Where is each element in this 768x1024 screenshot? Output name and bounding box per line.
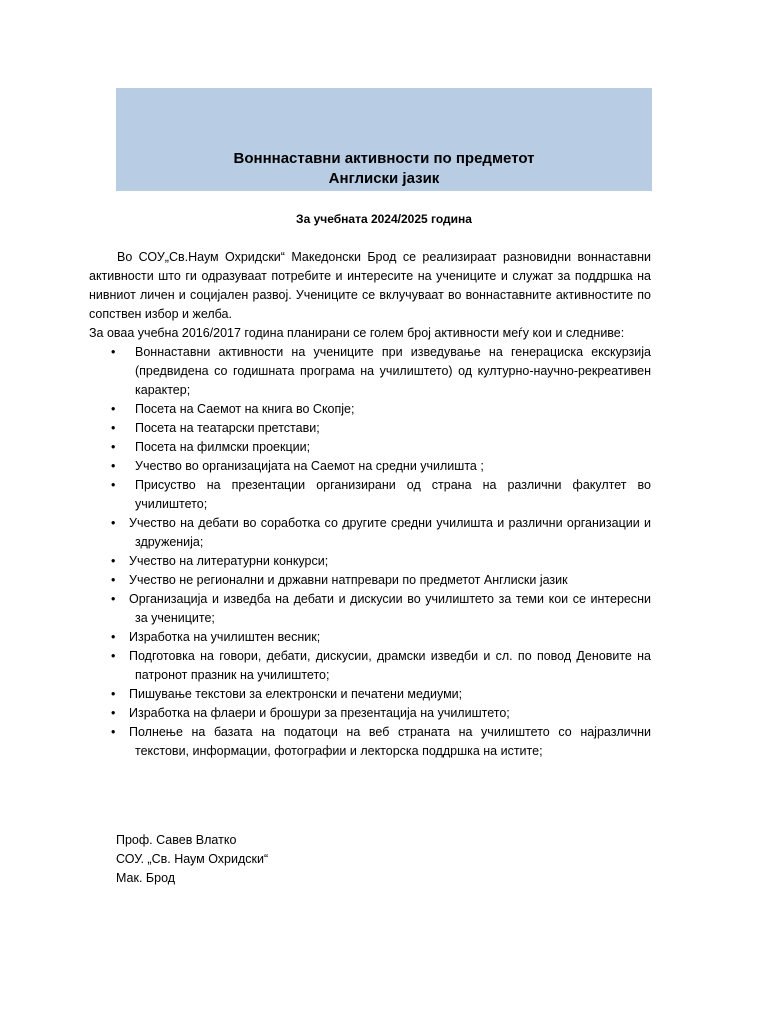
title-line-2: Англиски јазик bbox=[328, 170, 440, 187]
bullet-icon: • bbox=[111, 459, 116, 473]
author-name: Проф. Савев Влатко bbox=[116, 833, 237, 847]
list-item: • Подготовка на говори, дебати, дискусии, драмски изведби и сл. по повод Деновите на патронот празник на училиштето; bbox=[111, 649, 651, 682]
list-item: • Изработка на училиштен весник; bbox=[89, 628, 651, 647]
intro-paragraph: Во СОУ„Св.Наум Охридски“ Македонски Брод се реализираат разновидни воннаставни активности што ги одразуваат потребите и интересите на учениците и служат за поддршка на нивниот личен и социјален развој. Учениците се вклучуваат во воннаставните активностите по сопствен избор и желба. bbox=[89, 250, 651, 321]
bullet-icon: • bbox=[111, 573, 116, 587]
bullet-icon: • bbox=[111, 687, 116, 701]
list-item: • Учество не регионални и државни натпревари по предметот Англиски јазик bbox=[89, 571, 651, 590]
bullet-icon: • bbox=[111, 554, 116, 568]
list-item: • Присуство на презентации организирани од страна на различни факултет во училиштето; bbox=[111, 478, 651, 511]
bullet-icon: • bbox=[111, 478, 116, 492]
bullet-icon: • bbox=[111, 649, 116, 663]
document-body bbox=[89, 248, 651, 761]
bullet-icon: • bbox=[111, 516, 116, 530]
bullet-icon: • bbox=[111, 402, 116, 416]
activities-list bbox=[89, 343, 651, 761]
list-item: • Посета на театарски претстави; bbox=[89, 419, 651, 438]
school-year-subtitle: За учебната 2024/2025 година bbox=[296, 212, 472, 226]
list-item: • Учество на дебати во соработка со другите средни училишта и различни организации и здруженија; bbox=[111, 516, 651, 549]
plan-paragraph: За оваа учебна 2016/2017 година планирани се голем број активности меѓу кои и следниве: bbox=[89, 326, 625, 340]
list-item: • Полнење на базата на податоци на веб страната на училиштето со најразлични текстови, информации, фотографии и лекторска поддршка на истите; bbox=[111, 725, 651, 758]
school-name: СОУ. „Св. Наум Охридски“ bbox=[116, 852, 269, 866]
bullet-icon: • bbox=[111, 725, 116, 739]
document-title bbox=[116, 149, 652, 189]
bullet-icon: • bbox=[111, 630, 116, 644]
title-banner bbox=[116, 88, 652, 191]
title-line-1: Вонннаставни активности по предметот bbox=[233, 150, 535, 167]
list-item: • Организација и изведба на дебати и дискусии во училиштето за теми кои се интересни за учениците; bbox=[111, 592, 651, 625]
list-item: • Пишување текстови за електронски и печатени медиуми; bbox=[89, 685, 651, 704]
bullet-icon: • bbox=[111, 706, 116, 720]
list-item: • Изработка на флаери и брошури за презентација на училиштето; bbox=[89, 704, 651, 723]
bullet-icon: • bbox=[111, 421, 116, 435]
bullet-icon: • bbox=[111, 592, 116, 606]
list-item: • Посета на филмски проекции; bbox=[89, 438, 651, 457]
list-item: • Учество во организацијата на Саемот на средни училишта ; bbox=[89, 457, 651, 476]
signature-block bbox=[116, 831, 268, 888]
list-item: • Воннаставни активности на учениците при изведување на генерациска екскурзија (предвидена со годишната програма на училиштето) од културно-научно-рекреативен карактер; bbox=[111, 345, 651, 397]
bullet-icon: • bbox=[111, 345, 116, 359]
list-item: • Учество на литературни конкурси; bbox=[89, 552, 651, 571]
bullet-icon: • bbox=[111, 440, 116, 454]
list-item: • Посета на Саемот на книга во Скопје; bbox=[89, 400, 651, 419]
place-name: Мак. Брод bbox=[116, 871, 176, 885]
